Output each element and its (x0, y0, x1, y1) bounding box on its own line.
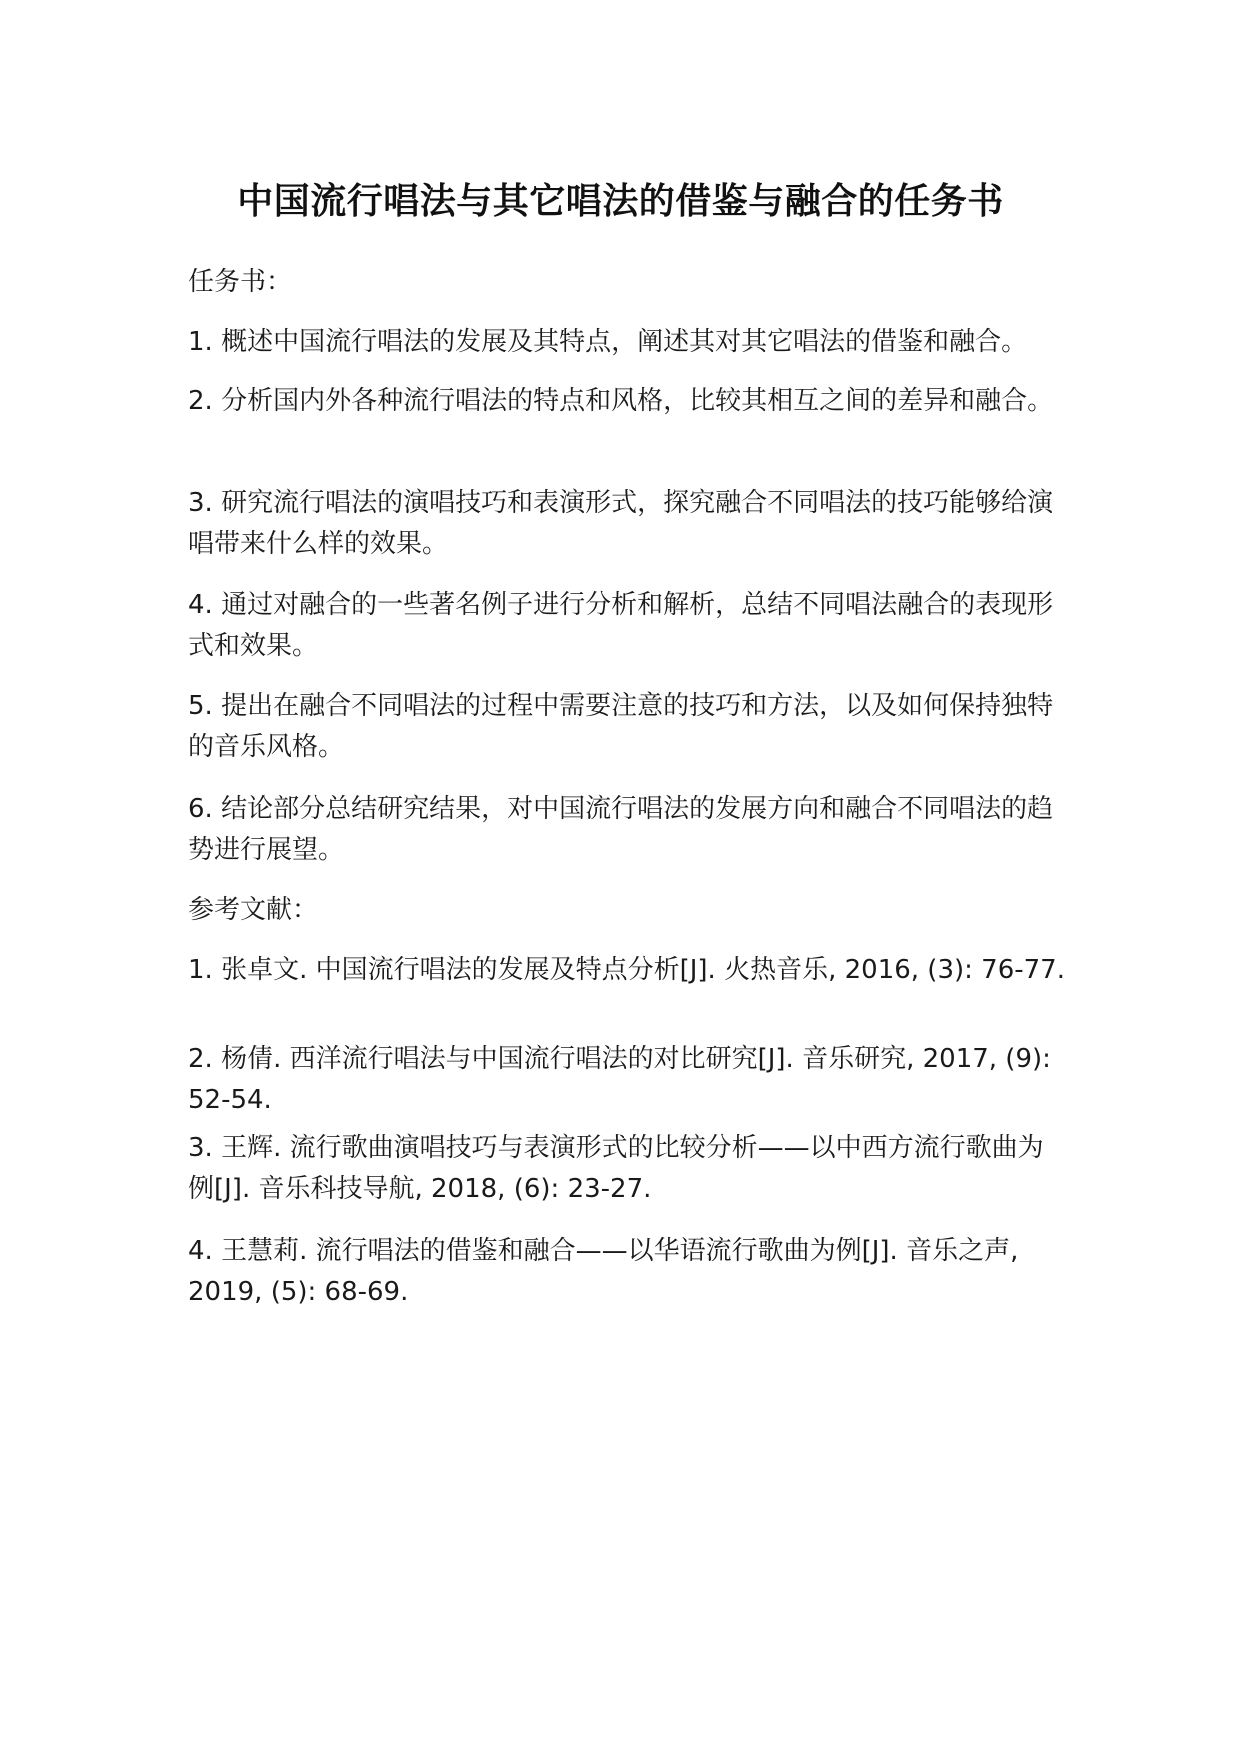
task-item-4: 4. 通过对融合的一些著名例子进行分析和解析，总结不同唱法融合的表现形式和效果。 (188, 590, 1054, 661)
references-heading: 参考文献： (188, 895, 319, 925)
task-item-5: 5. 提出在融合不同唱法的过程中需要注意的技巧和方法，以及如何保持独特的音乐风格。 (188, 691, 1054, 762)
task-item-2: 2. 分析国内外各种流行唱法的特点和风格，比较其相互之间的差异和融合。 (188, 386, 1054, 416)
reference-item-3: 3. 王辉. 流行歌曲演唱技巧与表演形式的比较分析——以中西方流行歌曲为例[J]. 音乐科技导航, 2018, (6): 23-27. (188, 1133, 1044, 1204)
task-item-3: 3. 研究流行唱法的演唱技巧和表演形式，探究融合不同唱法的技巧能够给演唱带来什么样的效果。 (188, 488, 1054, 559)
document-title: 中国流行唱法与其它唱法的借鉴与融合的任务书 (237, 181, 1004, 222)
task-item-1: 1. 概述中国流行唱法的发展及其特点，阐述其对其它唱法的借鉴和融合。 (188, 327, 1028, 357)
task-heading: 任务书： (188, 267, 293, 297)
task-item-6: 6. 结论部分总结研究结果，对中国流行唱法的发展方向和融合不同唱法的趋势进行展望。 (188, 794, 1054, 865)
reference-item-1: 1. 张卓文. 中国流行唱法的发展及特点分析[J]. 火热音乐, 2016, (3): 76-77. (188, 955, 1065, 985)
reference-item-4: 4. 王慧莉. 流行唱法的借鉴和融合——以华语流行歌曲为例[J]. 音乐之声, 2019, (5): 68-69. (188, 1236, 1019, 1307)
reference-item-2: 2. 杨倩. 西洋流行唱法与中国流行唱法的对比研究[J]. 音乐研究, 2017, (9): 52-54. (188, 1044, 1051, 1115)
